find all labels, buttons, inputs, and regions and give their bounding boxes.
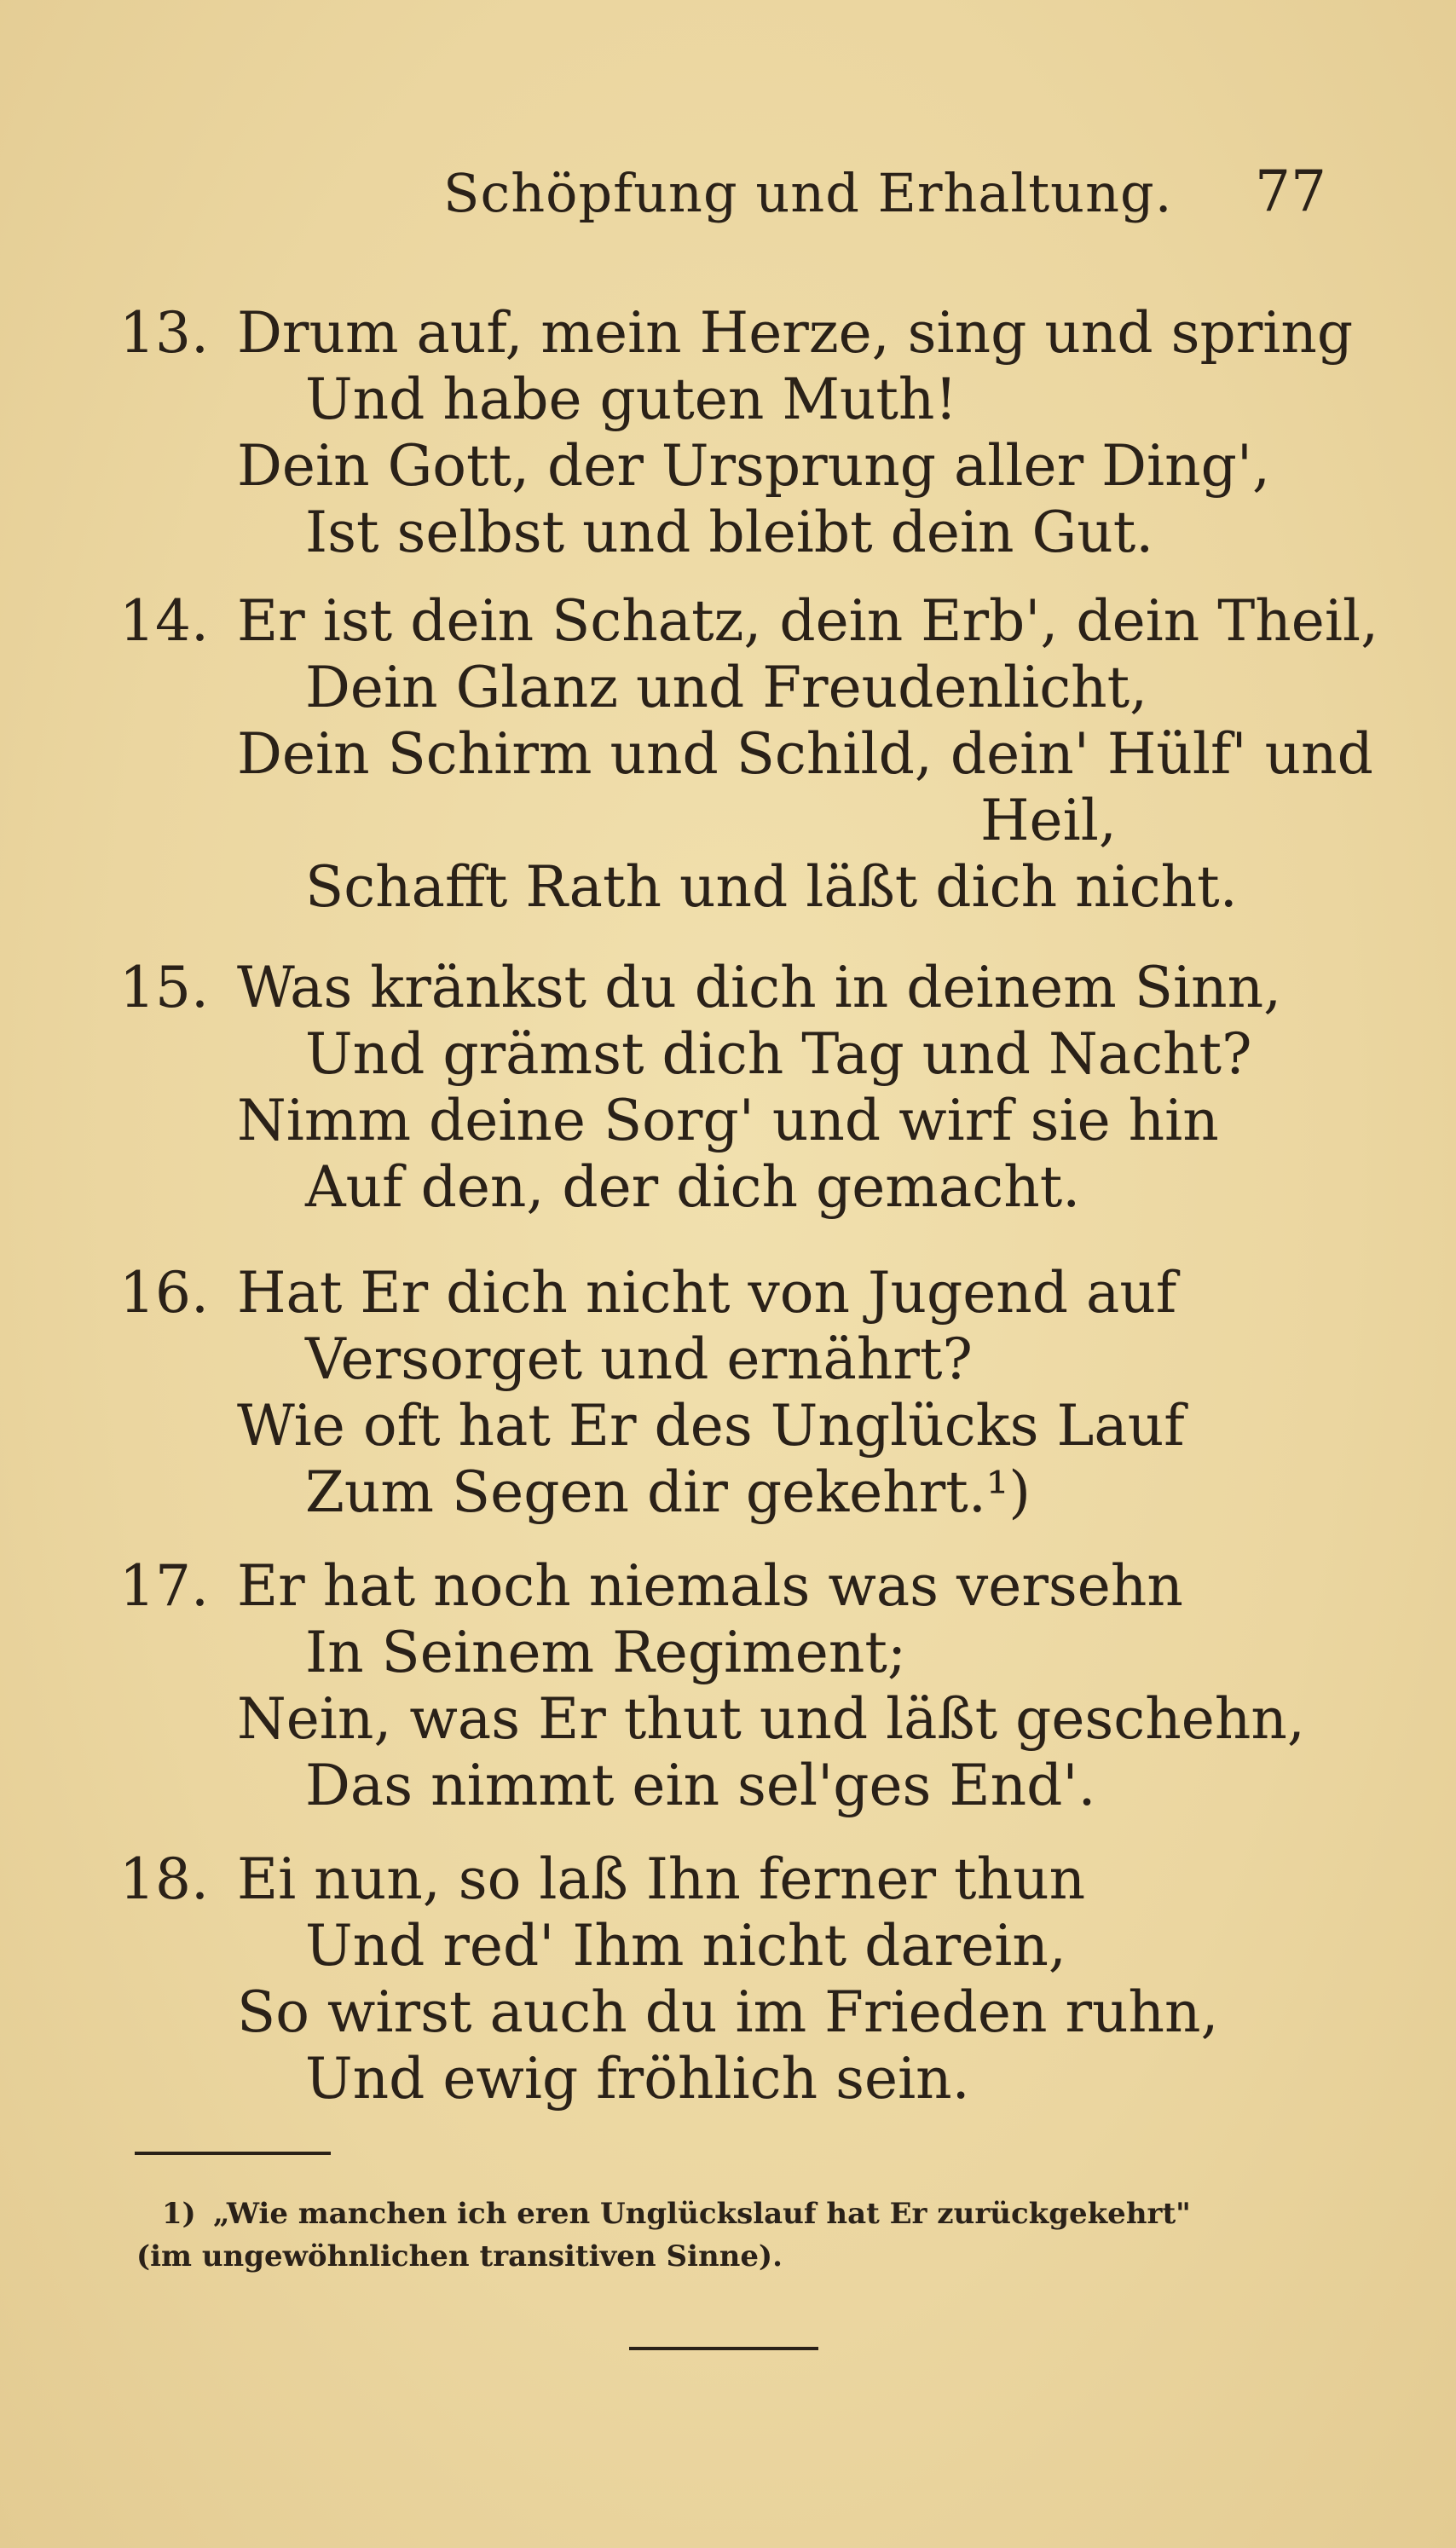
verse-line: Hat Er dich nicht von Jugend auf xyxy=(237,1260,1177,1326)
bottom-divider xyxy=(629,2347,818,2350)
verse-number: 14. xyxy=(119,588,209,654)
verse-line: Drum auf, mein Herze, sing und spring xyxy=(237,300,1354,366)
verse-line: Nimm deine Sorg' und wirf sie hin xyxy=(237,1088,1219,1153)
verse-line: Er ist dein Schatz, dein Erb', dein Theil, xyxy=(237,588,1379,654)
footnote-marker: 1) xyxy=(162,2197,196,2231)
verse-line: Er hat noch niemals was versehn xyxy=(237,1553,1183,1619)
verse-line: Nein, was Er thut und läßt geschehn, xyxy=(237,1686,1305,1752)
verse-number: 18. xyxy=(119,1846,209,1912)
page-number: 77 xyxy=(1255,159,1326,224)
verse-number: 15. xyxy=(119,955,209,1020)
verse-line: So wirst auch du im Frieden ruhn, xyxy=(237,1979,1219,2045)
verse-line: Dein Glanz und Freudenlicht, xyxy=(305,655,1148,720)
verse-number: 16. xyxy=(119,1260,209,1326)
verse-line: Versorget und ernährt? xyxy=(305,1326,973,1392)
verse-line: Wie oft hat Er des Unglücks Lauf xyxy=(237,1393,1185,1459)
verse-line: Und grämst dich Tag und Nacht? xyxy=(305,1021,1252,1087)
verse-line: In Seinem Regiment; xyxy=(305,1620,907,1685)
verse-line: Was kränkst du dich in deinem Sinn, xyxy=(237,955,1282,1020)
verse-line: Und red' Ihm nicht darein, xyxy=(305,1913,1066,1979)
footnote-line: „Wie manchen ich eren Unglückslauf hat Er zurückgekehrt" xyxy=(213,2197,1191,2231)
verse-line: Auf den, der dich gemacht. xyxy=(305,1154,1081,1220)
verse-line: Und habe guten Muth! xyxy=(305,367,957,432)
page-header xyxy=(0,159,1456,230)
verse-number: 13. xyxy=(119,300,209,366)
verse-number: 17. xyxy=(119,1553,209,1619)
verse-line: Schafft Rath und läßt dich nicht. xyxy=(305,854,1238,920)
verse-line: Ist selbst und bleibt dein Gut. xyxy=(305,500,1154,565)
footnote-divider xyxy=(135,2152,331,2155)
footnote-line: (im ungewöhnlichen transitiven Sinne). xyxy=(136,2239,783,2274)
verse-line: Ei nun, so laß Ihn ferner thun xyxy=(237,1846,1086,1912)
verse-line: Dein Gott, der Ursprung aller Ding', xyxy=(237,433,1271,499)
verse-line: Dein Schirm und Schild, dein' Hülf' und xyxy=(237,721,1373,787)
verse-line: Zum Segen dir gekehrt.¹) xyxy=(305,1459,1031,1525)
verse-line-continuation: Heil, xyxy=(980,788,1117,853)
verse-line: Das nimmt ein sel'ges End'. xyxy=(305,1753,1096,1818)
verse-line: Und ewig fröhlich sein. xyxy=(305,2046,970,2112)
running-title: Schöpfung und Erhaltung. xyxy=(443,162,1173,224)
